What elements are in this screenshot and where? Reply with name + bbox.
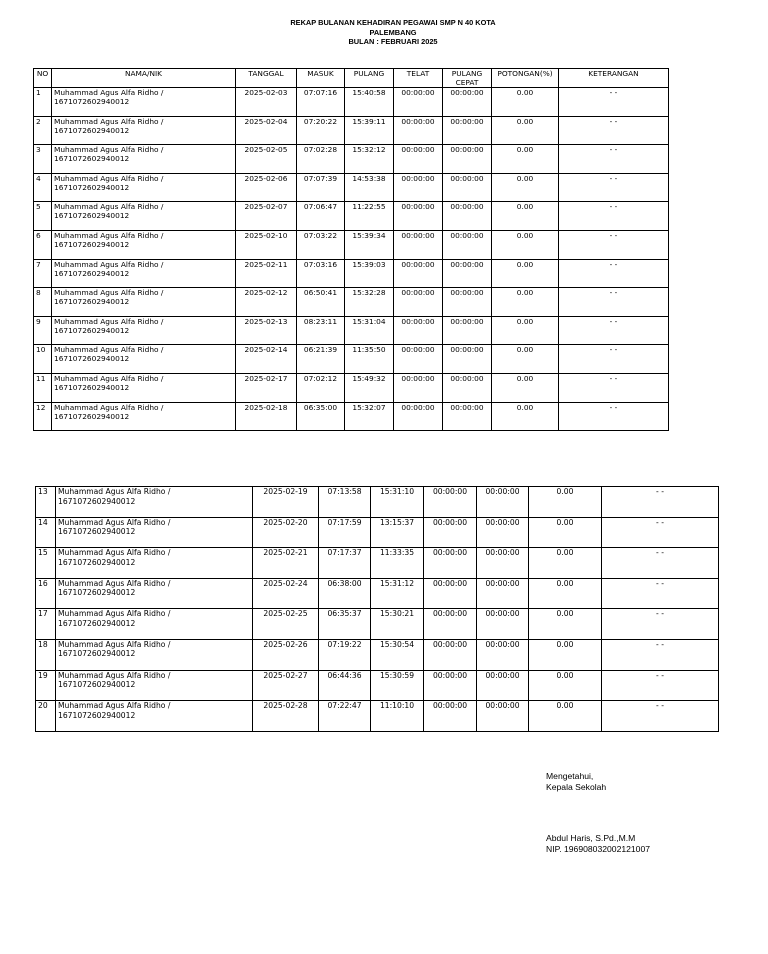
cell-telat: 00:00:00 bbox=[424, 548, 477, 579]
cell-keterangan: - - bbox=[602, 578, 719, 609]
employee-nik: 1671072602940012 bbox=[54, 268, 130, 278]
employee-nik: 1671072602940012 bbox=[58, 649, 136, 659]
cell-nama bbox=[52, 230, 236, 259]
employee-name: Muhammad Agus Alfa Ridho / bbox=[58, 578, 171, 588]
cell-no: 10 bbox=[34, 345, 52, 374]
employee-nik: 1671072602940012 bbox=[58, 588, 136, 598]
cell-tanggal: 2025-02-17 bbox=[236, 373, 297, 402]
cell-pulang-cepat: 00:00:00 bbox=[443, 145, 492, 174]
table-row bbox=[34, 173, 669, 202]
cell-masuk: 06:38:00 bbox=[319, 578, 371, 609]
cell-pulang-cepat: 00:00:00 bbox=[477, 487, 529, 518]
col-header-masuk: MASUK bbox=[297, 69, 345, 88]
cell-tanggal: 2025-02-04 bbox=[236, 116, 297, 145]
employee-nik: 1671072602940012 bbox=[58, 680, 136, 690]
cell-tanggal: 2025-02-13 bbox=[236, 316, 297, 345]
col-header-potongan: POTONGAN(%) bbox=[492, 69, 559, 88]
cell-keterangan: - - bbox=[559, 88, 669, 117]
col-header-pulang: PULANG bbox=[345, 69, 394, 88]
cell-potongan: 0.00 bbox=[492, 345, 559, 374]
cell-nama bbox=[52, 288, 236, 317]
cell-telat: 00:00:00 bbox=[424, 609, 477, 640]
cell-keterangan: - - bbox=[559, 202, 669, 231]
employee-name: Muhammad Agus Alfa Ridho / bbox=[58, 670, 171, 680]
employee-name: Muhammad Agus Alfa Ridho / bbox=[54, 402, 164, 412]
table-row bbox=[34, 288, 669, 317]
cell-masuk: 07:19:22 bbox=[319, 639, 371, 670]
cell-tanggal: 2025-02-07 bbox=[236, 202, 297, 231]
cell-telat: 00:00:00 bbox=[394, 288, 443, 317]
employee-nik: 1671072602940012 bbox=[58, 496, 136, 506]
cell-potongan: 0.00 bbox=[492, 288, 559, 317]
table-row bbox=[36, 701, 719, 732]
employee-name: Muhammad Agus Alfa Ridho / bbox=[54, 173, 164, 183]
cell-keterangan: - - bbox=[559, 145, 669, 174]
cell-pulang-cepat: 00:00:00 bbox=[477, 548, 529, 579]
cell-nama bbox=[52, 316, 236, 345]
cell-keterangan: - - bbox=[559, 230, 669, 259]
cell-tanggal: 2025-02-26 bbox=[253, 639, 319, 670]
cell-masuk: 08:23:11 bbox=[297, 316, 345, 345]
cell-nama bbox=[56, 578, 253, 609]
cell-pulang-cepat: 00:00:00 bbox=[443, 288, 492, 317]
cell-telat: 00:00:00 bbox=[394, 230, 443, 259]
cell-no: 13 bbox=[36, 487, 56, 518]
cell-no: 14 bbox=[36, 517, 56, 548]
cell-pulang: 13:15:37 bbox=[371, 517, 424, 548]
table-row bbox=[36, 670, 719, 701]
employee-name: Muhammad Agus Alfa Ridho / bbox=[54, 88, 164, 97]
cell-masuk: 07:20:22 bbox=[297, 116, 345, 145]
cell-masuk: 06:50:41 bbox=[297, 288, 345, 317]
table-row bbox=[34, 345, 669, 374]
cell-masuk: 07:17:37 bbox=[319, 548, 371, 579]
table-row bbox=[36, 548, 719, 579]
employee-name: Muhammad Agus Alfa Ridho / bbox=[58, 487, 171, 496]
cell-no: 17 bbox=[36, 609, 56, 640]
cell-masuk: 07:03:16 bbox=[297, 259, 345, 288]
cell-no: 8 bbox=[34, 288, 52, 317]
cell-keterangan: - - bbox=[559, 345, 669, 374]
cell-pulang: 11:33:35 bbox=[371, 548, 424, 579]
cell-tanggal: 2025-02-11 bbox=[236, 259, 297, 288]
cell-pulang-cepat: 00:00:00 bbox=[443, 173, 492, 202]
cell-keterangan: - - bbox=[559, 316, 669, 345]
cell-keterangan: - - bbox=[602, 639, 719, 670]
cell-masuk: 07:06:47 bbox=[297, 202, 345, 231]
title-line-3: BULAN : FEBRUARI 2025 bbox=[348, 37, 438, 46]
cell-nama bbox=[52, 259, 236, 288]
table-row bbox=[34, 316, 669, 345]
cell-tanggal: 2025-02-19 bbox=[253, 487, 319, 518]
employee-nik: 1671072602940012 bbox=[54, 154, 130, 164]
principal-title: Kepala Sekolah bbox=[546, 781, 607, 792]
cell-potongan: 0.00 bbox=[529, 609, 602, 640]
col-header-no: NO bbox=[34, 69, 52, 88]
cell-pulang: 15:30:21 bbox=[371, 609, 424, 640]
cell-pulang: 15:39:03 bbox=[345, 259, 394, 288]
employee-nik: 1671072602940012 bbox=[54, 354, 130, 364]
cell-nama bbox=[52, 202, 236, 231]
cell-no: 4 bbox=[34, 173, 52, 202]
acknowledgement-block bbox=[546, 771, 606, 792]
table-row bbox=[34, 202, 669, 231]
cell-pulang-cepat: 00:00:00 bbox=[443, 88, 492, 117]
table-row bbox=[34, 373, 669, 402]
cell-telat: 00:00:00 bbox=[394, 88, 443, 117]
table-body-page-1 bbox=[34, 88, 669, 431]
cell-masuk: 07:13:58 bbox=[319, 487, 371, 518]
table-row bbox=[36, 639, 719, 670]
cell-pulang: 15:30:54 bbox=[371, 639, 424, 670]
cell-potongan: 0.00 bbox=[529, 578, 602, 609]
cell-keterangan: - - bbox=[602, 609, 719, 640]
cell-nama bbox=[56, 701, 253, 732]
col-header-telat: TELAT bbox=[394, 69, 443, 88]
employee-nik: 1671072602940012 bbox=[58, 527, 136, 537]
table-row bbox=[34, 230, 669, 259]
cell-telat: 00:00:00 bbox=[424, 670, 477, 701]
cell-telat: 00:00:00 bbox=[394, 259, 443, 288]
signatory-block bbox=[546, 833, 650, 854]
cell-telat: 00:00:00 bbox=[394, 145, 443, 174]
employee-name: Muhammad Agus Alfa Ridho / bbox=[54, 373, 164, 383]
cell-pulang: 15:32:28 bbox=[345, 288, 394, 317]
attendance-table-page-2 bbox=[35, 486, 719, 732]
cell-no: 1 bbox=[34, 88, 52, 117]
employee-name: Muhammad Agus Alfa Ridho / bbox=[58, 701, 171, 711]
cell-tanggal: 2025-02-05 bbox=[236, 145, 297, 174]
employee-name: Muhammad Agus Alfa Ridho / bbox=[58, 609, 171, 619]
cell-masuk: 06:21:39 bbox=[297, 345, 345, 374]
cell-pulang-cepat: 00:00:00 bbox=[477, 639, 529, 670]
cell-keterangan: - - bbox=[602, 517, 719, 548]
cell-pulang-cepat: 00:00:00 bbox=[443, 202, 492, 231]
employee-name: Muhammad Agus Alfa Ridho / bbox=[54, 230, 164, 240]
cell-pulang-cepat: 00:00:00 bbox=[443, 402, 492, 431]
employee-nik: 1671072602940012 bbox=[54, 382, 130, 392]
cell-potongan: 0.00 bbox=[492, 402, 559, 431]
cell-no: 6 bbox=[34, 230, 52, 259]
cell-masuk: 07:07:16 bbox=[297, 88, 345, 117]
cell-tanggal: 2025-02-10 bbox=[236, 230, 297, 259]
report-title bbox=[0, 18, 768, 47]
cell-potongan: 0.00 bbox=[492, 88, 559, 117]
cell-nama bbox=[52, 402, 236, 431]
acknowledged-label: Mengetahui, bbox=[546, 771, 594, 781]
cell-pulang-cepat: 00:00:00 bbox=[443, 345, 492, 374]
cell-no: 20 bbox=[36, 701, 56, 732]
cell-potongan: 0.00 bbox=[492, 373, 559, 402]
cell-pulang: 15:32:12 bbox=[345, 145, 394, 174]
employee-name: Muhammad Agus Alfa Ridho / bbox=[54, 288, 164, 298]
cell-pulang: 15:31:04 bbox=[345, 316, 394, 345]
cell-tanggal: 2025-02-14 bbox=[236, 345, 297, 374]
cell-no: 15 bbox=[36, 548, 56, 579]
cell-pulang: 15:30:59 bbox=[371, 670, 424, 701]
cell-telat: 00:00:00 bbox=[424, 701, 477, 732]
cell-telat: 00:00:00 bbox=[424, 639, 477, 670]
employee-nik: 1671072602940012 bbox=[58, 710, 136, 720]
cell-no: 5 bbox=[34, 202, 52, 231]
cell-nama bbox=[52, 88, 236, 117]
cell-telat: 00:00:00 bbox=[394, 316, 443, 345]
cell-keterangan: - - bbox=[602, 487, 719, 518]
employee-nik: 1671072602940012 bbox=[54, 239, 130, 249]
cell-masuk: 07:22:47 bbox=[319, 701, 371, 732]
cell-no: 19 bbox=[36, 670, 56, 701]
table-row bbox=[36, 487, 719, 518]
cell-keterangan: - - bbox=[559, 259, 669, 288]
cell-nama bbox=[56, 548, 253, 579]
cell-nama bbox=[56, 670, 253, 701]
cell-tanggal: 2025-02-18 bbox=[236, 402, 297, 431]
cell-masuk: 07:02:28 bbox=[297, 145, 345, 174]
cell-pulang: 11:10:10 bbox=[371, 701, 424, 732]
table-row bbox=[34, 145, 669, 174]
cell-tanggal: 2025-02-20 bbox=[253, 517, 319, 548]
cell-keterangan: - - bbox=[559, 116, 669, 145]
cell-potongan: 0.00 bbox=[529, 639, 602, 670]
cell-no: 18 bbox=[36, 639, 56, 670]
cell-nama bbox=[52, 116, 236, 145]
employee-name: Muhammad Agus Alfa Ridho / bbox=[54, 259, 164, 269]
cell-keterangan: - - bbox=[559, 373, 669, 402]
employee-nik: 1671072602940012 bbox=[58, 618, 136, 628]
cell-no: 2 bbox=[34, 116, 52, 145]
employee-nik: 1671072602940012 bbox=[54, 411, 130, 421]
cell-nama bbox=[52, 173, 236, 202]
cell-nama bbox=[56, 517, 253, 548]
cell-tanggal: 2025-02-12 bbox=[236, 288, 297, 317]
col-header-keterangan: KETERANGAN bbox=[559, 69, 669, 88]
employee-nik: 1671072602940012 bbox=[54, 125, 130, 135]
cell-potongan: 0.00 bbox=[492, 230, 559, 259]
table-row bbox=[34, 402, 669, 431]
cell-telat: 00:00:00 bbox=[394, 345, 443, 374]
employee-nik: 1671072602940012 bbox=[54, 325, 130, 335]
cell-tanggal: 2025-02-28 bbox=[253, 701, 319, 732]
table-row bbox=[34, 116, 669, 145]
employee-name: Muhammad Agus Alfa Ridho / bbox=[54, 345, 164, 355]
cell-pulang-cepat: 00:00:00 bbox=[477, 578, 529, 609]
cell-masuk: 07:07:39 bbox=[297, 173, 345, 202]
cell-telat: 00:00:00 bbox=[394, 116, 443, 145]
cell-keterangan: - - bbox=[559, 402, 669, 431]
cell-nama bbox=[56, 609, 253, 640]
title-line-2: PALEMBANG bbox=[369, 27, 417, 37]
employee-nik: 1671072602940012 bbox=[54, 97, 130, 106]
cell-no: 9 bbox=[34, 316, 52, 345]
cell-telat: 00:00:00 bbox=[394, 373, 443, 402]
cell-nama bbox=[52, 345, 236, 374]
employee-nik: 1671072602940012 bbox=[54, 182, 130, 192]
cell-nama bbox=[56, 487, 253, 518]
cell-masuk: 06:35:00 bbox=[297, 402, 345, 431]
cell-no: 11 bbox=[34, 373, 52, 402]
cell-potongan: 0.00 bbox=[529, 548, 602, 579]
cell-no: 7 bbox=[34, 259, 52, 288]
table-row bbox=[36, 609, 719, 640]
cell-pulang-cepat: 00:00:00 bbox=[443, 230, 492, 259]
employee-name: Muhammad Agus Alfa Ridho / bbox=[54, 202, 164, 212]
cell-pulang-cepat: 00:00:00 bbox=[477, 670, 529, 701]
cell-keterangan: - - bbox=[559, 173, 669, 202]
employee-name: Muhammad Agus Alfa Ridho / bbox=[54, 116, 164, 126]
cell-potongan: 0.00 bbox=[492, 145, 559, 174]
cell-no: 12 bbox=[34, 402, 52, 431]
employee-name: Muhammad Agus Alfa Ridho / bbox=[54, 145, 164, 155]
cell-tanggal: 2025-02-27 bbox=[253, 670, 319, 701]
cell-tanggal: 2025-02-24 bbox=[253, 578, 319, 609]
attendance-table-page-1 bbox=[33, 68, 669, 431]
signatory-nip: NIP. 196908032002121007 bbox=[546, 843, 651, 854]
cell-pulang: 15:39:34 bbox=[345, 230, 394, 259]
cell-pulang-cepat: 00:00:00 bbox=[477, 701, 529, 732]
cell-pulang: 11:35:50 bbox=[345, 345, 394, 374]
table-row bbox=[34, 88, 669, 117]
col-header-tanggal: TANGGAL bbox=[236, 69, 297, 88]
cell-telat: 00:00:00 bbox=[424, 517, 477, 548]
table-row bbox=[36, 517, 719, 548]
col-header-pulang-cepat: PULANG CEPAT bbox=[443, 69, 492, 88]
employee-name: Muhammad Agus Alfa Ridho / bbox=[58, 517, 171, 527]
cell-tanggal: 2025-02-25 bbox=[253, 609, 319, 640]
cell-pulang-cepat: 00:00:00 bbox=[443, 116, 492, 145]
cell-potongan: 0.00 bbox=[492, 259, 559, 288]
employee-name: Muhammad Agus Alfa Ridho / bbox=[58, 639, 171, 649]
cell-pulang: 15:49:32 bbox=[345, 373, 394, 402]
table-body-page-2 bbox=[36, 487, 719, 732]
table-row bbox=[34, 259, 669, 288]
cell-pulang: 11:22:55 bbox=[345, 202, 394, 231]
cell-potongan: 0.00 bbox=[529, 487, 602, 518]
cell-telat: 00:00:00 bbox=[394, 402, 443, 431]
cell-no: 3 bbox=[34, 145, 52, 174]
cell-no: 16 bbox=[36, 578, 56, 609]
cell-pulang-cepat: 00:00:00 bbox=[477, 517, 529, 548]
cell-tanggal: 2025-02-03 bbox=[236, 88, 297, 117]
employee-name: Muhammad Agus Alfa Ridho / bbox=[54, 316, 164, 326]
cell-pulang: 15:31:10 bbox=[371, 487, 424, 518]
cell-nama bbox=[52, 145, 236, 174]
cell-pulang: 15:39:11 bbox=[345, 116, 394, 145]
cell-telat: 00:00:00 bbox=[394, 202, 443, 231]
cell-keterangan: - - bbox=[602, 670, 719, 701]
cell-masuk: 06:44:36 bbox=[319, 670, 371, 701]
cell-pulang-cepat: 00:00:00 bbox=[443, 259, 492, 288]
cell-tanggal: 2025-02-06 bbox=[236, 173, 297, 202]
employee-nik: 1671072602940012 bbox=[58, 557, 136, 567]
table-header bbox=[34, 69, 669, 88]
cell-pulang: 14:53:38 bbox=[345, 173, 394, 202]
cell-keterangan: - - bbox=[602, 548, 719, 579]
employee-nik: 1671072602940012 bbox=[54, 211, 130, 221]
cell-keterangan: - - bbox=[559, 288, 669, 317]
cell-masuk: 07:03:22 bbox=[297, 230, 345, 259]
cell-potongan: 0.00 bbox=[529, 517, 602, 548]
cell-tanggal: 2025-02-21 bbox=[253, 548, 319, 579]
table-row bbox=[36, 578, 719, 609]
title-line-1: REKAP BULANAN KEHADIRAN PEGAWAI SMP N 40 KOTA bbox=[290, 18, 496, 27]
cell-pulang-cepat: 00:00:00 bbox=[443, 316, 492, 345]
cell-telat: 00:00:00 bbox=[394, 173, 443, 202]
cell-potongan: 0.00 bbox=[529, 701, 602, 732]
cell-potongan: 0.00 bbox=[492, 116, 559, 145]
cell-pulang: 15:40:58 bbox=[345, 88, 394, 117]
cell-pulang-cepat: 00:00:00 bbox=[443, 373, 492, 402]
cell-telat: 00:00:00 bbox=[424, 578, 477, 609]
employee-name: Muhammad Agus Alfa Ridho / bbox=[58, 548, 171, 558]
cell-pulang: 15:32:07 bbox=[345, 402, 394, 431]
cell-nama bbox=[56, 639, 253, 670]
signatory-name: Abdul Haris, S.Pd.,M.M bbox=[546, 833, 636, 843]
cell-pulang: 15:31:12 bbox=[371, 578, 424, 609]
cell-telat: 00:00:00 bbox=[424, 487, 477, 518]
col-header-nama: NAMA/NIK bbox=[52, 69, 236, 88]
cell-potongan: 0.00 bbox=[529, 670, 602, 701]
cell-masuk: 06:35:37 bbox=[319, 609, 371, 640]
cell-potongan: 0.00 bbox=[492, 202, 559, 231]
cell-masuk: 07:17:59 bbox=[319, 517, 371, 548]
cell-potongan: 0.00 bbox=[492, 173, 559, 202]
employee-nik: 1671072602940012 bbox=[54, 297, 130, 307]
cell-masuk: 07:02:12 bbox=[297, 373, 345, 402]
cell-pulang-cepat: 00:00:00 bbox=[477, 609, 529, 640]
cell-nama bbox=[52, 373, 236, 402]
cell-keterangan: - - bbox=[602, 701, 719, 732]
cell-potongan: 0.00 bbox=[492, 316, 559, 345]
